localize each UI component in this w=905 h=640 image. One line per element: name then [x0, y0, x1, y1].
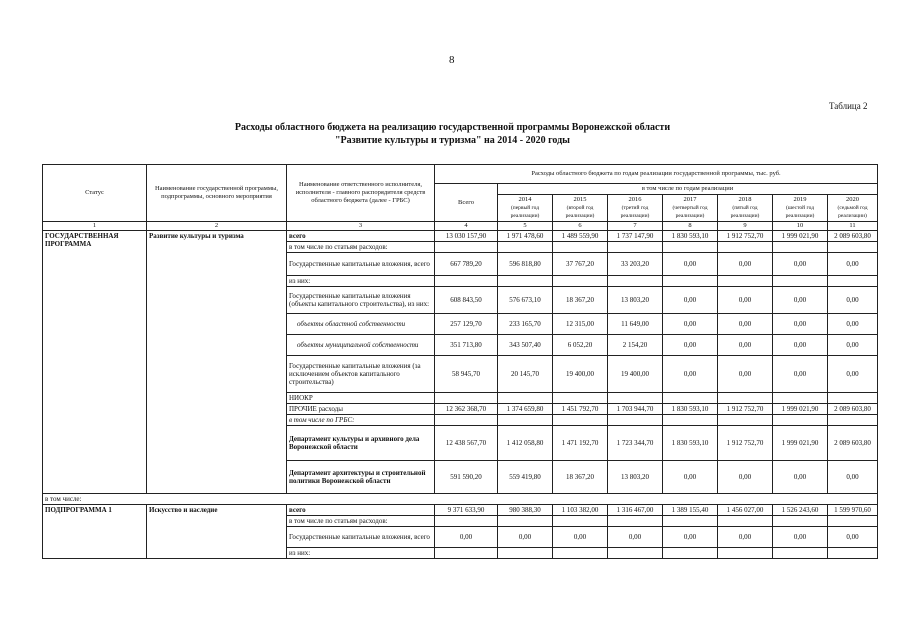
header-year-sub: (шестой год реализации)	[785, 205, 815, 219]
program-value: 58 945,70	[435, 356, 498, 393]
program-item-label: Департамент культуры и архивного дела Воронежской области	[287, 426, 435, 461]
program-value: 2 089 603,80	[828, 426, 878, 461]
program-value: 33 203,20	[608, 253, 663, 276]
program-value	[608, 415, 663, 426]
program-item-label: из них:	[287, 276, 435, 287]
header-year-2018	[718, 195, 773, 222]
subprogram-value	[608, 516, 663, 527]
subprogram-value	[435, 548, 498, 559]
subprogram-status: ПОДПРОГРАММА 1	[43, 505, 147, 559]
program-value	[663, 242, 718, 253]
header-by-years: в том числе по годам реализации	[498, 184, 878, 195]
subprogram-value	[773, 548, 828, 559]
program-value: 18 367,20	[553, 287, 608, 314]
subprogram-item-label: в том числе по статьям расходов:	[287, 516, 435, 527]
program-value: 2 089 603,80	[828, 231, 878, 242]
subprogram-value: 980 388,30	[498, 505, 553, 516]
program-value: 1 703 944,70	[608, 404, 663, 415]
program-value: 343 507,40	[498, 335, 553, 356]
program-value	[553, 242, 608, 253]
program-value	[773, 242, 828, 253]
program-value: 0,00	[773, 314, 828, 335]
program-value	[498, 276, 553, 287]
program-value: 1 830 593,10	[663, 231, 718, 242]
program-value: 6 052,20	[553, 335, 608, 356]
program-value: 0,00	[718, 253, 773, 276]
header-total: Всего	[435, 184, 498, 222]
program-row	[43, 231, 878, 242]
program-value: 559 419,80	[498, 461, 553, 494]
program-value: 596 818,80	[498, 253, 553, 276]
program-item-label: НИОКР	[287, 393, 435, 404]
program-value: 576 673,10	[498, 287, 553, 314]
program-item-label: ПРОЧИЕ расходы	[287, 404, 435, 415]
subprogram-name: Искусство и наследие	[147, 505, 287, 559]
program-value: 1 999 021,90	[773, 231, 828, 242]
program-value: 0,00	[828, 461, 878, 494]
subprogram-value: 0,00	[828, 527, 878, 548]
subprogram-value: 0,00	[663, 527, 718, 548]
header-year-label: 2016	[628, 196, 642, 203]
program-item-label: в том числе по ГРБС:	[287, 415, 435, 426]
program-value	[773, 393, 828, 404]
document-title	[0, 121, 905, 147]
program-value	[435, 393, 498, 404]
program-value	[553, 393, 608, 404]
program-value: 0,00	[718, 314, 773, 335]
program-value: 0,00	[718, 335, 773, 356]
program-value	[435, 276, 498, 287]
program-value	[663, 276, 718, 287]
subprogram-value: 9 371 633,90	[435, 505, 498, 516]
program-value: 18 367,20	[553, 461, 608, 494]
column-number: 2	[147, 222, 287, 231]
program-value	[718, 242, 773, 253]
program-value	[718, 393, 773, 404]
program-value	[435, 415, 498, 426]
program-value: 0,00	[828, 356, 878, 393]
program-value: 351 713,80	[435, 335, 498, 356]
subprogram-value	[498, 516, 553, 527]
subprogram-value	[828, 548, 878, 559]
header-year-sub: (пятый год реализации)	[730, 205, 760, 219]
program-value: 1 471 192,70	[553, 426, 608, 461]
program-value: 1 412 058,80	[498, 426, 553, 461]
program-value	[608, 276, 663, 287]
program-value: 591 590,20	[435, 461, 498, 494]
program-value: 2 089 603,80	[828, 404, 878, 415]
program-value: 0,00	[828, 253, 878, 276]
subprogram-value	[663, 516, 718, 527]
program-value	[663, 393, 718, 404]
program-value: 1 374 659,80	[498, 404, 553, 415]
program-value: 0,00	[773, 287, 828, 314]
program-value	[828, 393, 878, 404]
program-value: 0,00	[773, 461, 828, 494]
subprogram-value: 0,00	[435, 527, 498, 548]
subprogram-value	[718, 548, 773, 559]
program-item-label: объекты областной собственности	[287, 314, 435, 335]
program-value: 19 400,00	[608, 356, 663, 393]
program-value: 0,00	[663, 314, 718, 335]
program-value: 20 145,70	[498, 356, 553, 393]
program-value: 0,00	[718, 461, 773, 494]
program-item-label: объекты муниципальной собственности	[287, 335, 435, 356]
header-name: Наименование государственной программы, подпрограммы, основного мероприятия	[147, 165, 287, 222]
header-year-label: 2019	[793, 196, 807, 203]
program-value	[608, 242, 663, 253]
program-value: 0,00	[663, 461, 718, 494]
column-number: 6	[553, 222, 608, 231]
program-value: 13 803,20	[608, 461, 663, 494]
subprogram-row	[43, 505, 878, 516]
program-value: 0,00	[773, 356, 828, 393]
program-value: 0,00	[828, 287, 878, 314]
column-number: 9	[718, 222, 773, 231]
program-value	[828, 242, 878, 253]
program-value: 13 803,20	[608, 287, 663, 314]
program-item-label: Департамент архитектуры и строительной политики Воронежской области	[287, 461, 435, 494]
subprogram-value	[498, 548, 553, 559]
program-value: 0,00	[663, 253, 718, 276]
program-value	[828, 276, 878, 287]
program-value: 233 165,70	[498, 314, 553, 335]
program-value: 257 129,70	[435, 314, 498, 335]
subprogram-value: 0,00	[608, 527, 663, 548]
header-year-2016	[608, 195, 663, 222]
program-value: 1 912 752,70	[718, 231, 773, 242]
subprogram-value: 1 103 382,00	[553, 505, 608, 516]
program-value: 1 999 021,90	[773, 426, 828, 461]
program-value	[498, 393, 553, 404]
header-year-sub: (второй год реализации)	[565, 205, 595, 219]
program-item-label: всего	[287, 231, 435, 242]
program-value: 1 912 752,70	[718, 404, 773, 415]
program-value: 0,00	[663, 356, 718, 393]
program-value: 0,00	[663, 335, 718, 356]
header-year-2017	[663, 195, 718, 222]
program-value	[608, 393, 663, 404]
program-value: 1 737 147,90	[608, 231, 663, 242]
column-number: 4	[435, 222, 498, 231]
header-year-label: 2020	[846, 196, 860, 203]
subprogram-value: 0,00	[498, 527, 553, 548]
program-item-label: Государственные капитальные вложения (объекты капитального строительства), из них:	[287, 287, 435, 314]
program-value	[828, 415, 878, 426]
subprogram-item-label: Государственные капитальные вложения, всего	[287, 527, 435, 548]
subprogram-value	[608, 548, 663, 559]
header-budget-group: Расходы областного бюджета по годам реализации государственной программы, тыс. руб.	[435, 165, 878, 184]
program-value	[773, 276, 828, 287]
program-value: 608 843,50	[435, 287, 498, 314]
program-value: 0,00	[773, 253, 828, 276]
program-value: 2 154,20	[608, 335, 663, 356]
column-number: 10	[773, 222, 828, 231]
program-value	[718, 276, 773, 287]
program-value	[553, 415, 608, 426]
subprogram-value: 0,00	[773, 527, 828, 548]
program-value: 1 912 752,70	[718, 426, 773, 461]
header-executor: Наименование ответственного исполнителя, исполнителя - главного распорядителя средств областного бюджета (далее - ГРБС)	[287, 165, 435, 222]
subprogram-value: 1 316 467,00	[608, 505, 663, 516]
program-value: 12 315,00	[553, 314, 608, 335]
program-value: 1 999 021,90	[773, 404, 828, 415]
program-value: 0,00	[718, 356, 773, 393]
header-year-sub: (первый год реализации)	[510, 205, 540, 219]
program-value: 667 789,20	[435, 253, 498, 276]
program-value	[498, 242, 553, 253]
program-value	[663, 415, 718, 426]
program-value: 0,00	[828, 335, 878, 356]
program-value: 1 489 559,90	[553, 231, 608, 242]
header-year-2020	[828, 195, 878, 222]
in-that-number-label: в том числе:	[43, 494, 878, 505]
program-value: 12 362 368,70	[435, 404, 498, 415]
subprogram-value	[435, 516, 498, 527]
header-year-label: 2014	[518, 196, 532, 203]
subprogram-value	[663, 548, 718, 559]
header-year-label: 2018	[738, 196, 752, 203]
program-value: 11 649,00	[608, 314, 663, 335]
header-year-sub: (четвертый год реализации)	[672, 205, 708, 219]
program-item-label: Государственные капитальные вложения, всего	[287, 253, 435, 276]
column-number: 1	[43, 222, 147, 231]
column-number: 5	[498, 222, 553, 231]
title-line-2: "Развитие культуры и туризма" на 2014 - 2020 годы	[335, 135, 570, 146]
subprogram-value: 1 599 970,60	[828, 505, 878, 516]
program-value: 0,00	[773, 335, 828, 356]
program-value: 1 723 344,70	[608, 426, 663, 461]
program-value: 37 767,20	[553, 253, 608, 276]
header-status: Статус	[43, 165, 147, 222]
program-value: 1 830 593,10	[663, 404, 718, 415]
program-value: 0,00	[828, 314, 878, 335]
subprogram-value	[828, 516, 878, 527]
budget-table	[42, 164, 878, 559]
header-year-sub: (третий год реализации)	[620, 205, 650, 219]
program-value: 13 030 157,90	[435, 231, 498, 242]
program-value: 0,00	[718, 287, 773, 314]
program-value: 1 830 593,10	[663, 426, 718, 461]
subprogram-item-label: из них:	[287, 548, 435, 559]
column-number: 8	[663, 222, 718, 231]
subprogram-value: 1 526 243,60	[773, 505, 828, 516]
program-value: 12 438 567,70	[435, 426, 498, 461]
header-year-2015	[553, 195, 608, 222]
subprogram-value: 1 389 155,40	[663, 505, 718, 516]
subprogram-item-label: всего	[287, 505, 435, 516]
program-name: Развитие культуры и туризма	[147, 231, 287, 494]
header-year-label: 2015	[573, 196, 587, 203]
program-value	[553, 276, 608, 287]
table-tag: Таблица 2	[829, 101, 868, 111]
program-value	[435, 242, 498, 253]
subprogram-value	[553, 516, 608, 527]
program-status: ГОСУДАРСТВЕННАЯ ПРОГРАММА	[43, 231, 147, 494]
in-that-number-row	[43, 494, 878, 505]
program-item-label: Государственные капитальные вложения (за исключением объектов капитального строительства)	[287, 356, 435, 393]
column-number: 11	[828, 222, 878, 231]
subprogram-value: 1 456 027,00	[718, 505, 773, 516]
subprogram-value	[773, 516, 828, 527]
program-value: 1 971 478,60	[498, 231, 553, 242]
subprogram-value: 0,00	[718, 527, 773, 548]
column-number: 3	[287, 222, 435, 231]
program-item-label: в том числе по статьям расходов:	[287, 242, 435, 253]
header-year-sub: (седьмой год реализации)	[837, 205, 868, 219]
page-number: 8	[449, 54, 455, 66]
column-number: 7	[608, 222, 663, 231]
program-value: 19 400,00	[553, 356, 608, 393]
header-year-2019	[773, 195, 828, 222]
program-value	[498, 415, 553, 426]
program-value	[718, 415, 773, 426]
header-year-2014	[498, 195, 553, 222]
program-value	[773, 415, 828, 426]
subprogram-value	[718, 516, 773, 527]
program-value: 1 451 792,70	[553, 404, 608, 415]
subprogram-value	[553, 548, 608, 559]
program-value: 0,00	[663, 287, 718, 314]
header-year-label: 2017	[683, 196, 697, 203]
subprogram-value: 0,00	[553, 527, 608, 548]
title-line-1: Расходы областного бюджета на реализацию государственной программы Воронежской области	[234, 122, 671, 133]
